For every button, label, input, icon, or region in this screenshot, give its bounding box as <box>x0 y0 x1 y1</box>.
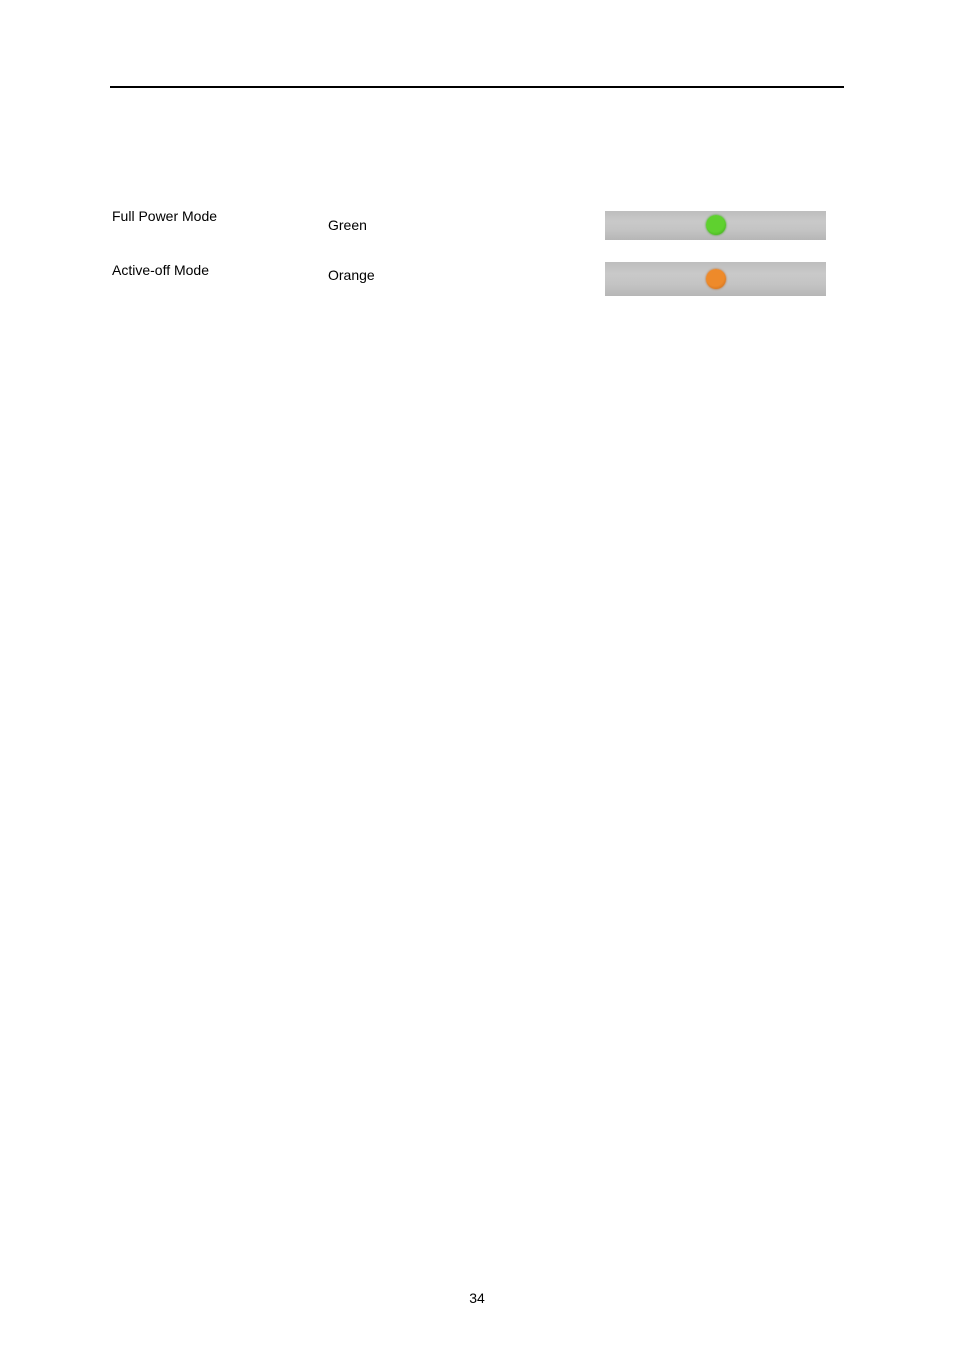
page-number: 34 <box>469 1290 485 1306</box>
led-panel-image <box>605 262 826 296</box>
green-led-icon <box>706 215 726 235</box>
orange-led-icon <box>706 269 726 289</box>
mode-label: Active-off Mode <box>112 262 210 278</box>
led-panel-image <box>605 211 826 240</box>
led-color-label: Green <box>328 217 367 233</box>
header-divider <box>110 86 844 88</box>
led-color-label: Orange <box>328 267 375 283</box>
mode-label: Full Power Mode <box>112 208 218 224</box>
